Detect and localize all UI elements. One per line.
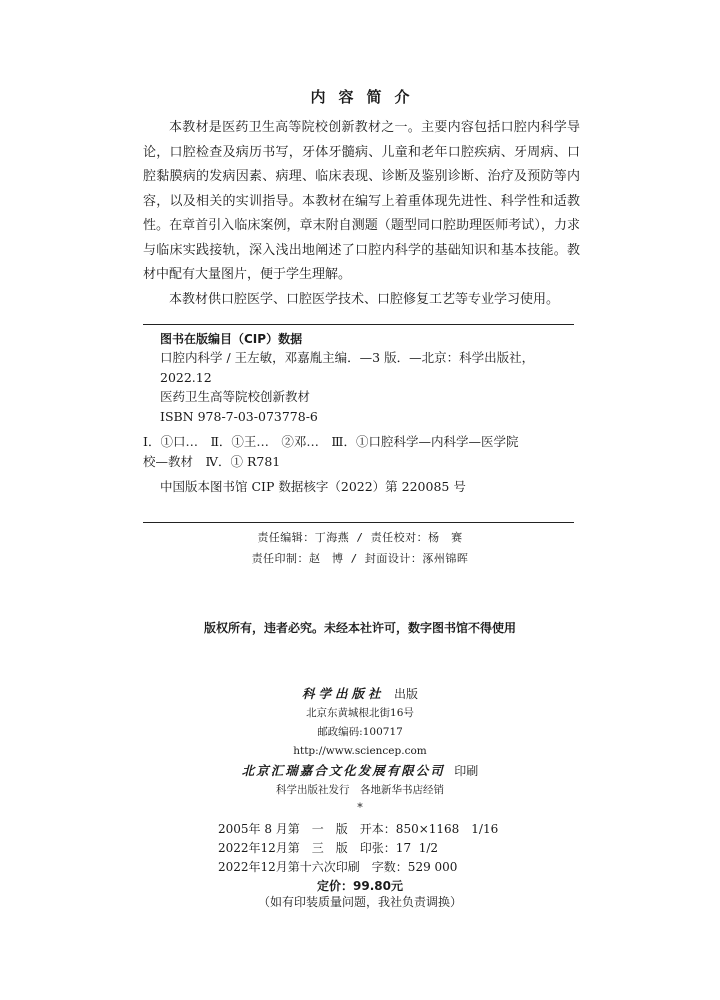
cip-record: 中国版本图书馆 CIP 数据核字（2022）第 220085 号 [160, 479, 466, 494]
intro-paragraph-1: 本教材是医药卫生高等院校创新教材之一。主要内容包括口腔内科学导论，口腔检查及病历书写，牙体牙髓病、儿童和老年口腔疾病、牙周病、口腔黏膜病的发病因素、病理、临床表现、诊断及鉴别诊断、治疗及预防等内容，以及相关的实训指导。本教材在编写上着重体现先进性、科学性和适教性。在章首引入临床案例，章末附自测题（题型同口腔助理医师考试），力求与临床实践接轨，深入浅出地阐述了口腔内科学的基础知识和基本技能。教材中配有大量图片，便于学生理解。 [143, 120, 580, 282]
cip-top-rule [143, 324, 574, 325]
credits-editors: 责任编辑：丁海燕 / 责任校对：杨 赛 [257, 531, 463, 544]
cip-classification-1: Ⅰ．①口… Ⅱ．①王… ②邓… Ⅲ．①口腔科学—内科学—医学院 [143, 434, 519, 449]
publisher-action: 出版 [394, 687, 419, 701]
cip-title-line: 口腔内科学 / 王左敏，邓嘉胤主编．—3 版．—北京：科学出版社， [160, 350, 535, 365]
intro-title: 内容简介 [310, 88, 423, 106]
credits [0, 527, 720, 569]
publisher-postcode: 邮政编码:100717 [317, 726, 403, 738]
publisher-name: 科学出版社 [301, 686, 385, 701]
copyright-notice: 版权所有，违者必究。未经本社许可，数字图书馆不得使用 [203, 621, 516, 635]
cip-series: 医药卫生高等院校创新教材 [160, 389, 311, 404]
cip-isbn: ISBN 978-7-03-073778-6 [160, 408, 318, 424]
publisher-block [0, 684, 720, 816]
distribution-line: 科学出版社发行 各地新华书店经销 [276, 784, 444, 796]
edition-line-3: 2022年12月第十六次印刷 字数：529 000 [218, 860, 458, 874]
publisher-address: 北京东黄城根北街16号 [306, 707, 414, 719]
price: 定价：99.80元 [317, 879, 403, 893]
cip-bottom-rule [143, 522, 574, 523]
printer-action: 印刷 [454, 764, 479, 778]
separator-star: * [357, 801, 363, 814]
cip-block [143, 330, 574, 497]
cip-heading: 图书在版编目（CIP）数据 [160, 332, 303, 346]
cip-date-line: 2022.12 [160, 369, 212, 385]
edition-info [218, 820, 498, 877]
intro-body [143, 116, 580, 312]
edition-line-2: 2022年12月第 三 版 印张：17 1/2 [218, 841, 439, 855]
printer-name: 北京汇瑞嘉合文化发展有限公司 [241, 763, 445, 778]
intro-paragraph-2: 本教材供口腔医学、口腔医学技术、口腔修复工艺等专业学习使用。 [169, 291, 560, 307]
edition-line-1: 2005年 8 月第 一 版 开本：850×1168 1/16 [218, 822, 499, 836]
quality-note: （如有印装质量问题，我社负责调换） [257, 895, 462, 909]
credits-production: 责任印制：赵 博 / 封面设计：涿州锦晖 [251, 552, 469, 565]
cip-classification-2: 校—教材 Ⅳ．① R781 [143, 453, 281, 469]
publisher-url: http://www.sciencep.com [293, 745, 427, 757]
